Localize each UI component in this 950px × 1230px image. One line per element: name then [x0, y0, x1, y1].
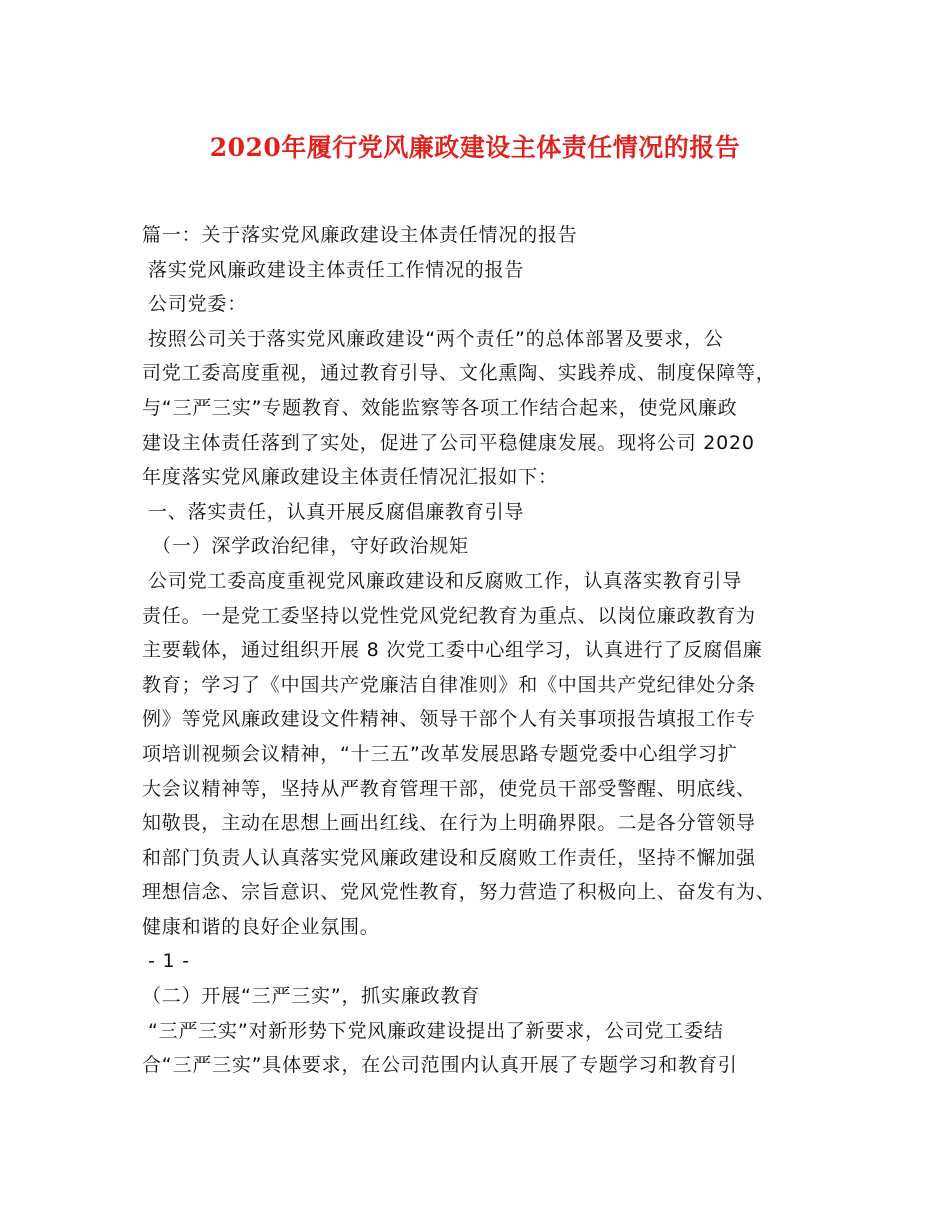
body-line: “三严三实”对新形势下党风廉政建设提出了新要求，公司党工委结	[148, 1019, 724, 1042]
subsection-heading: （二）开展“三严三实”，抓实廉政教育	[142, 985, 481, 1008]
body-line: 责任。一是党工委坚持以党性党风党纪教育为重点、以岗位廉政教育为	[142, 604, 756, 627]
body-line: 健康和谐的良好企业氛围。	[142, 915, 380, 938]
body-line: 公司党工委高度重视党风廉政建设和反腐败工作，认真落实教育引导	[148, 569, 743, 592]
body-line: 教育；学习了《中国共产党廉洁自律准则》和《中国共产党纪律处分条	[142, 673, 756, 696]
page-number: - 1 -	[148, 950, 190, 973]
body-line: 建设主体责任落到了实处，促进了公司平稳健康发展。现将公司 2020	[142, 431, 755, 454]
document-title: 2020年履行党风廉政建设主体责任情况的报告	[209, 133, 741, 162]
section-heading: 一、落实责任，认真开展反腐倡廉教育引导	[148, 500, 525, 523]
body-line: 项培训视频会议精神，“十三五”改革发展思路专题党委中心组学习扩	[142, 742, 738, 765]
body-line: 和部门负责人认真落实党风廉政建设和反腐败工作责任，坚持不懈加强	[142, 846, 756, 869]
body-line: 主要载体，通过组织开展 8 次党工委中心组学习，认真进行了反腐倡廉	[142, 639, 763, 662]
body-line: 合“三严三实”具体要求，在公司范围内认真开展了专题学习和教育引	[142, 1054, 738, 1077]
body-line: 例》等党风廉政建设文件精神、领导干部个人有关事项报告填报工作专	[142, 708, 756, 731]
body-line: 知敬畏，主动在思想上画出红线、在行为上明确界限。二是各分管领导	[142, 812, 756, 835]
body-line: 大会议精神等，坚持从严教育管理干部，使党员干部受警醒、明底线、	[142, 777, 756, 800]
body-line: 与“三严三实”专题教育、效能监察等各项工作结合起来，使党风廉政	[142, 396, 738, 419]
body-line: 理想信念、宗旨意识、党风党性教育，努力营造了积极向上、奋发有为、	[142, 881, 776, 904]
body-line: 司党工委高度重视，通过教育引导、文化熏陶、实践养成、制度保障等，	[142, 362, 776, 385]
body-line: 按照公司关于落实党风廉政建设“两个责任”的总体部署及要求，公	[148, 327, 724, 350]
subsection-heading: （一）深学政治纪律，守好政治规矩	[152, 535, 469, 558]
body-line: 公司党委：	[148, 293, 248, 316]
body-line: 落实党风廉政建设主体责任工作情况的报告	[148, 258, 525, 281]
body-line: 年度落实党风廉政建设主体责任情况汇报如下：	[142, 466, 558, 489]
body-line: 篇一：关于落实党风廉政建设主体责任情况的报告	[142, 224, 578, 246]
document-body	[142, 218, 832, 1083]
